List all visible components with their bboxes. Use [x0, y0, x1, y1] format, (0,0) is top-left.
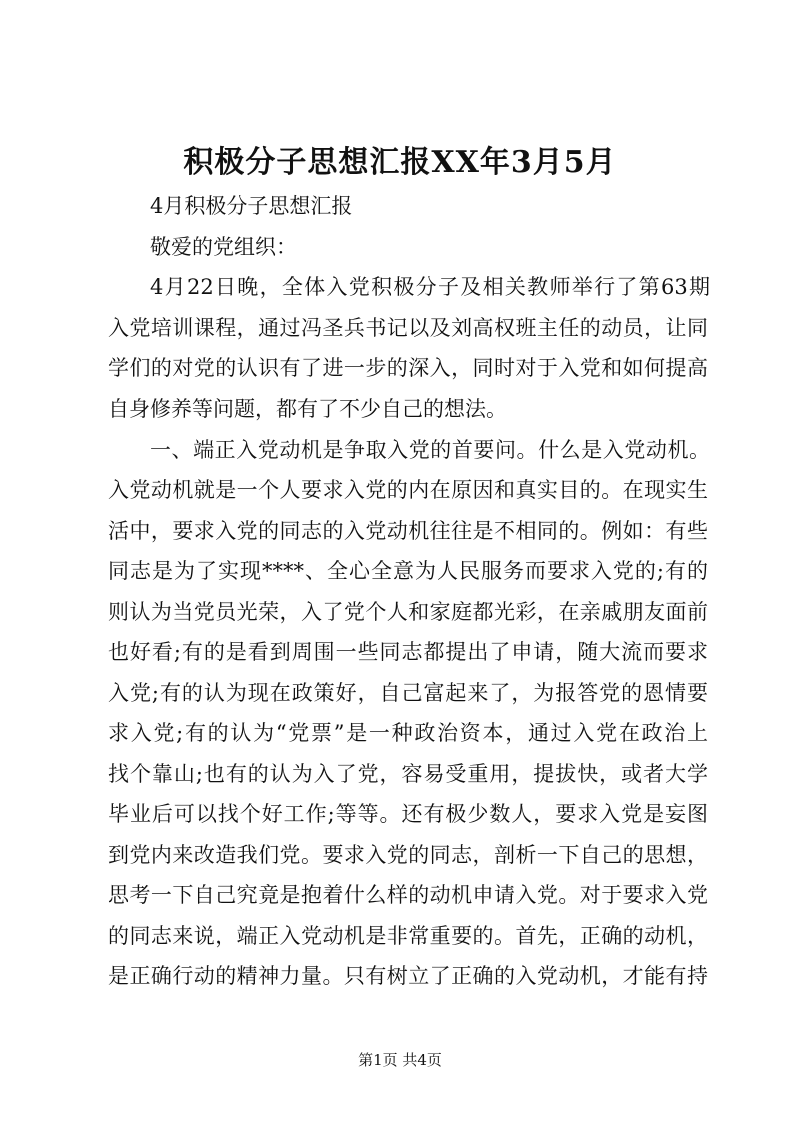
body-line: 入党动机就是一个人要求入党的内在原因和真实目的。在现实生 — [108, 478, 708, 502]
body-line: 思考一下自己究竟是抱着什么样的动机申请入党。对于要求入党 — [108, 883, 708, 907]
document-title: 积极分子思想汇报XX年3月5月 — [183, 145, 617, 180]
body-line: 到党内来改造我们党。要求入党的同志，剖析一下自己的思想， — [108, 843, 708, 867]
body-line-salutation: 敬爱的党组织： — [150, 235, 297, 259]
body-line: 求入党;有的认为“党票”是一种政治资本，通过入党在政治上 — [108, 721, 708, 745]
body-line: 入党;有的认为现在政策好，自己富起来了，为报答党的恩情要 — [108, 681, 708, 705]
body-line: 自身修养等问题，都有了不少自己的想法。 — [108, 397, 507, 421]
body-line: 找个靠山;也有的认为入了党，容易受重用，提拔快，或者大学 — [108, 762, 708, 786]
body-line: 同志是为了实现****、全心全意为人民服务而要求入党的;有的 — [108, 559, 708, 583]
body-line: 活中，要求入党的同志的入党动机往往是不相同的。例如：有些 — [108, 519, 708, 543]
body-line: 是正确行动的精神力量。只有树立了正确的入党动机，才能有持 — [108, 964, 708, 988]
page-number: 第1页 共4页 — [358, 1051, 442, 1069]
body-line: 4月22日晚，全体入党积极分子及相关教师举行了第63期 — [150, 275, 710, 299]
body-line: 一、端正入党动机是争取入党的首要问。什么是入党动机。 — [150, 438, 710, 462]
body-line-subtitle: 4月积极分子思想汇报 — [150, 194, 353, 218]
body-line: 毕业后可以找个好工作;等等。还有极少数人，要求入党是妄图 — [108, 802, 708, 826]
body-line: 则认为当党员光荣，入了党个人和家庭都光彩，在亲戚朋友面前 — [108, 600, 708, 624]
body-line: 入党培训课程，通过冯圣兵书记以及刘高权班主任的动员，让同 — [108, 316, 708, 340]
body-line: 的同志来说，端正入党动机是非常重要的。首先，正确的动机， — [108, 924, 708, 948]
body-line: 学们的对党的认识有了进一步的深入，同时对于入党和如何提高 — [108, 356, 708, 380]
body-line: 也好看;有的是看到周围一些同志都提出了申请，随大流而要求 — [108, 640, 708, 664]
